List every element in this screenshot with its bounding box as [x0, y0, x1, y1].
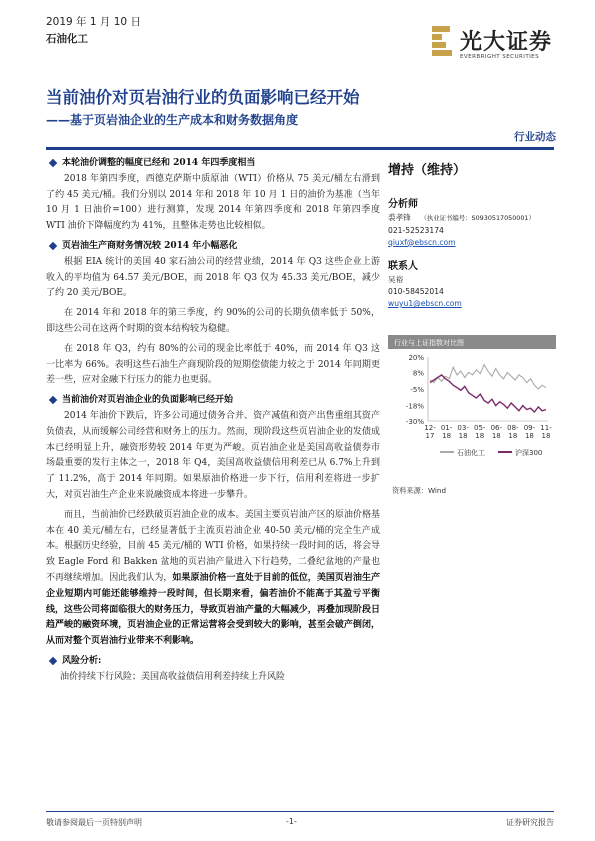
y-tick-label: 8% — [412, 369, 424, 378]
analyst-email-link[interactable]: qiuxf@ebscn.com — [388, 237, 456, 247]
footer-report-label: 证券研究报告 — [506, 818, 554, 827]
report-title: 当前油价对页岩油行业的负面影响已经开始 — [46, 88, 360, 107]
x-tick-label: 18 — [541, 432, 551, 440]
y-tick-label: 20% — [408, 354, 424, 362]
x-tick-label: 12- — [424, 424, 436, 432]
contact-phone: 010-58452014 — [388, 287, 444, 297]
legend-label: 石油化工 — [457, 449, 485, 457]
series-line-1 — [430, 365, 546, 389]
contact-heading: 联系人 — [388, 261, 418, 273]
paragraph: 2018 年第四季度，西德克萨斯中质原油（WTI）价格从 75 美元/桶左右滑到了约 45 美元/桶。我们分别以 2014 年和 2018 年 10 月 1 日的油价为基准（当年 10 月 1 日油价=100）进行测算，发现 2014 年第四季度和 2018 年第四季度 WTI 油价下降幅度约为 41%，且整体走势也比较相似。 — [46, 173, 380, 232]
chart-title: 行业与上证指数对比图 — [388, 335, 556, 349]
chart-source: 资料来源：Wind — [392, 486, 447, 495]
y-tick-label: -5% — [410, 386, 424, 394]
footer-rule — [46, 811, 554, 812]
x-tick-label: 06- — [490, 424, 503, 432]
x-tick-label: 18 — [475, 432, 485, 440]
paragraph: 根据 EIA 统计的美国 40 家石油公司的经营业绩，2014 年 Q3 这些企业上游收入的平均值为 64.57 美元/BOE，而 2018 年 Q3 仅为 45.33 美元/BOE，减少了约 20 美元/BOE。 — [46, 256, 380, 299]
section-heading: 页岩油生产商财务情况较 2014 年小幅恶化 — [46, 239, 380, 255]
paragraph: 2014 年油价下跌后，许多公司通过债务合并、资产减值和资产出售重组其资产负债表，从而缓解公司经营和财务上的压力。然而，现阶段这些页岩油企业的发债成本已经明显上升，融资形势较 2014 年更为严峻。页岩油企业是美国高收益债券市场最重要的发行主体之一，2018 年 Q4，美国高收益债信用利差已从 6.7%上升到了 11.2%，高于 2014 年同期。如果原油价格进一步下行，信用利差将进一步扩大，对页岩油生产企业来说融资成本将进一步攀升。 — [46, 410, 380, 500]
diamond-bullet-icon — [49, 159, 57, 167]
x-tick-label: 18 — [508, 432, 518, 440]
rating: 增持（维持） — [388, 163, 467, 178]
x-tick-label: 03- — [457, 424, 469, 432]
index-comparison-chart — [388, 335, 556, 471]
sidebar — [388, 159, 558, 310]
diamond-bullet-icon — [49, 396, 57, 404]
contact-email-link[interactable]: wuyu1@ebscn.com — [388, 298, 462, 308]
x-tick-label: 18 — [442, 432, 452, 440]
paragraph: 在 2018 年 Q3，约有 80%的公司的现金比率低于 40%，而 2014 年 Q3 这一比率为 66%。表明这些石油生产商现阶段的短期偿债能力较之于 2014 年同期更差一些，应对金融下行压力的能力也更弱。 — [46, 343, 380, 386]
risk-heading: 风险分析: — [46, 654, 380, 670]
x-tick-label: 09- — [523, 424, 536, 432]
x-tick-label: 08- — [507, 424, 519, 432]
diamond-bullet-icon — [49, 242, 57, 250]
risk-text: 油价持续下行风险；美国高收益债信用利差持续上升风险 — [60, 671, 286, 682]
logo-mark-icon — [430, 24, 456, 60]
page-number: -1- — [286, 817, 297, 826]
analyst-cert: （执业证书编号：S0930517050001） — [420, 214, 535, 222]
logo-text-en: EVERBRIGHT SECURITIES — [460, 54, 540, 60]
paragraph: 在 2014 年和 2018 年的第三季度，约 90%的公司的长期负债率低于 50%，即这些公司在这两个时期的资本结构较为稳健。 — [46, 308, 380, 334]
analyst-info — [388, 212, 558, 225]
company-logo — [430, 24, 560, 74]
header-rule — [46, 147, 554, 150]
diamond-bullet-icon — [49, 657, 57, 665]
main-body — [46, 152, 380, 690]
x-tick-label: 18 — [524, 432, 534, 440]
report-type: 行业动态 — [514, 131, 556, 143]
x-tick-label: 18 — [458, 432, 468, 440]
report-date: 2019 年 1 月 10 日 — [46, 16, 141, 28]
analyst-name: 裘孝锋 — [388, 213, 411, 222]
legend-label: 沪深300 — [515, 449, 543, 457]
analyst-phone: 021-52523174 — [388, 225, 444, 235]
logo-text-cn: 光大证券 — [460, 30, 553, 55]
x-tick-label: 18 — [491, 432, 501, 440]
contact-name: 吴裕 — [388, 275, 404, 285]
x-tick-label: 05- — [473, 424, 486, 432]
y-tick-label: -30% — [405, 418, 424, 426]
x-tick-label: 11- — [540, 424, 552, 432]
analyst-heading: 分析师 — [388, 199, 418, 210]
x-tick-label: 17 — [425, 432, 435, 440]
x-tick-label: 01- — [440, 424, 453, 432]
sector-label: 石油化工 — [46, 33, 88, 45]
section-heading: 当前油价对页岩油企业的负面影响已经开始 — [46, 393, 380, 409]
chart-svg — [388, 351, 556, 471]
paragraph-conclusion: 而且，当前油价已经跌破页岩油企业的成本。美国主要页岩油产区的原油价格基本在 40 美元/桶左右，已经显著低于主流页岩油企业 40-50 美元/桶的完全生产成本。根据历史经验，目前 45 美元/桶的 WTI 价格，如果持续一段时间的话，将会导致 Eagle Ford 和 Bakken 盆地的页岩油产量进入下行趋势，二叠纪盆地的产量也不再继续增加。因此我们认为，如果原油价格一直处于目前的低位，美国页岩油生产企业短期内可能还能够维持一段时间，但长期来看，偏若油价不能高于其盈亏平衡线，这些公司将面临很大的财务压力，导致页岩油产量的大幅减少，再叠加现阶段日趋严峻的融资环境，页岩油企业的正常运营将会受到较大的影响，甚至会破产倒闭，从而对整个页岩油行业带来不利影响。 — [46, 509, 380, 647]
section-heading: 本轮油价调整的幅度已经和 2014 年四季度相当 — [46, 156, 380, 172]
footer-disclaimer: 敬请参阅最后一页特别声明 — [46, 818, 142, 827]
report-subtitle: ——基于页岩油企业的生产成本和财务数据角度 — [46, 113, 299, 127]
y-tick-label: -18% — [405, 402, 424, 411]
